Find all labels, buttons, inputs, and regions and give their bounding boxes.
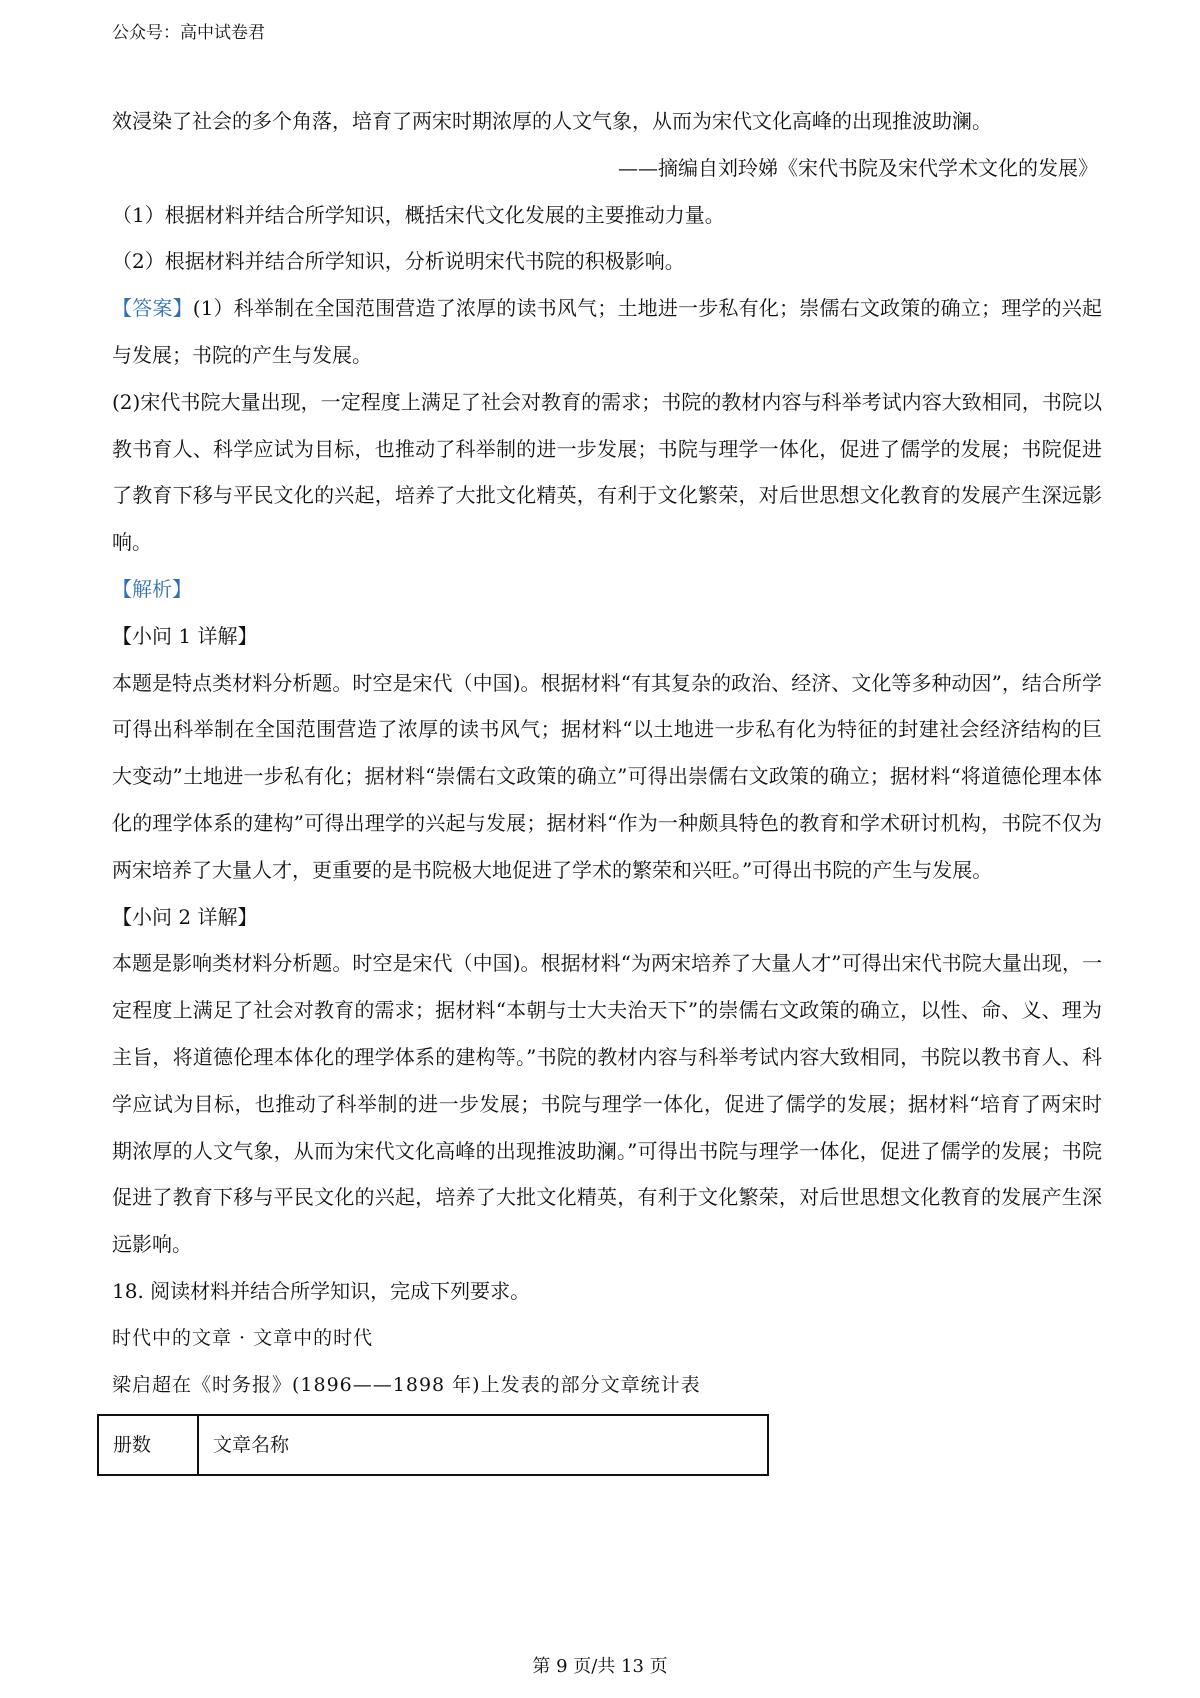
material-line: 效浸染了社会的多个角落，培育了两宋时期浓厚的人文气象，从而为宋代文化高峰的出现推波助澜。: [112, 109, 992, 133]
material-source: ——摘编自刘玲娣《宋代书院及宋代学术文化的发展》: [618, 155, 1098, 180]
sub-question-2-text: 本题是影响类材料分析题。时空是宋代（中国)。根据材料“为两宋培养了大量人才”可得出宋代书院大量出现，一定程度上满足了社会对教育的需求；据材料“本朝与士大夫治天下”的崇儒右文政策的确立，以性、命、义、理为主旨，将道德伦理本体化的理学体系的建构等。”书院的教材内容与科举考试内容大致相同，书院以教书育人、科学应试为目标，也推动了科举制的进一步发展；书院与理学一体化，促进了儒学的发展；据材料“培育了两宋时期浓厚的人文气象，从而为宋代文化高峰的出现推波助澜。”可得出书院与理学一体化，促进了儒学的发展；书院促进了教育下移与平民文化的兴起，培养了大批文化精英，有利于文化繁荣，对后世思想文化教育的发展产生深远影响。: [112, 951, 1102, 1257]
answer-tag: 【答案】: [112, 296, 193, 321]
table-header-volume: 册数: [98, 1415, 198, 1475]
question-1: （1）根据材料并结合所学知识，概括宋代文化发展的主要推动力量。: [112, 202, 725, 227]
question-18-subtitle: 时代中的文章 · 文章中的时代: [112, 1326, 374, 1349]
page-footer: 第 9 页/共 13 页: [532, 1656, 668, 1677]
question-18-title: 18. 阅读材料并结合所学知识，完成下列要求。: [112, 1278, 531, 1303]
sub-question-1-title: 【小问 1 详解】: [112, 623, 258, 648]
page-content: [112, 98, 1102, 1476]
page-header: 公众号：高中试卷君: [112, 23, 265, 43]
table-header-row: [98, 1415, 768, 1475]
question-2: （2）根据材料并结合所学知识，分析说明宋代书院的积极影响。: [112, 249, 685, 274]
answer-part-1: [112, 285, 1102, 379]
analysis-tag: 【解析】: [112, 576, 192, 601]
answer-part-1-text: (1）科举制在全国范围营造了浓厚的读书风气；土地进一步私有化；崇儒右文政策的确立；理学的兴起与发展；书院的产生与发展。: [112, 296, 1103, 367]
table-caption: 梁启超在《时务报》(1896——1898 年)上发表的部分文章统计表: [112, 1373, 701, 1396]
sub-question-1-text: 本题是特点类材料分析题。时空是宋代（中国)。根据材料“有其复杂的政治、经济、文化等多种动因”，结合所学可得出科举制在全国范围营造了浓厚的读书风气；据材料“以土地进一步私有化为特征的封建社会经济结构的巨大变动”土地进一步私有化；据材料“崇儒右文政策的确立”可得出崇儒右文政策的确立；据材料“将道德伦理本体化的理学体系的建构”可得出理学的兴起与发展；据材料“作为一种颇具特色的教育和学术研讨机构，书院不仅为两宋培养了大量人才，更重要的是书院极大地促进了学术的繁荣和兴旺。”可得出书院的产生与发展。: [112, 670, 1102, 882]
sub-question-2-title: 【小问 2 详解】: [112, 904, 258, 929]
article-stats-table: [97, 1414, 769, 1476]
table-header-article-name: 文章名称: [198, 1415, 768, 1475]
answer-part-2: (2)宋代书院大量出现，一定程度上满足了社会对教育的需求；书院的教材内容与科举考试内容大致相同，书院以教书育人、科学应试为目标，也推动了科举制的进一步发展；书院与理学一体化，促进了儒学的发展；书院促进了教育下移与平民文化的兴起，培养了大批文化精英，有利于文化繁荣，对后世思想文化教育的发展产生深远影响。: [112, 389, 1102, 555]
